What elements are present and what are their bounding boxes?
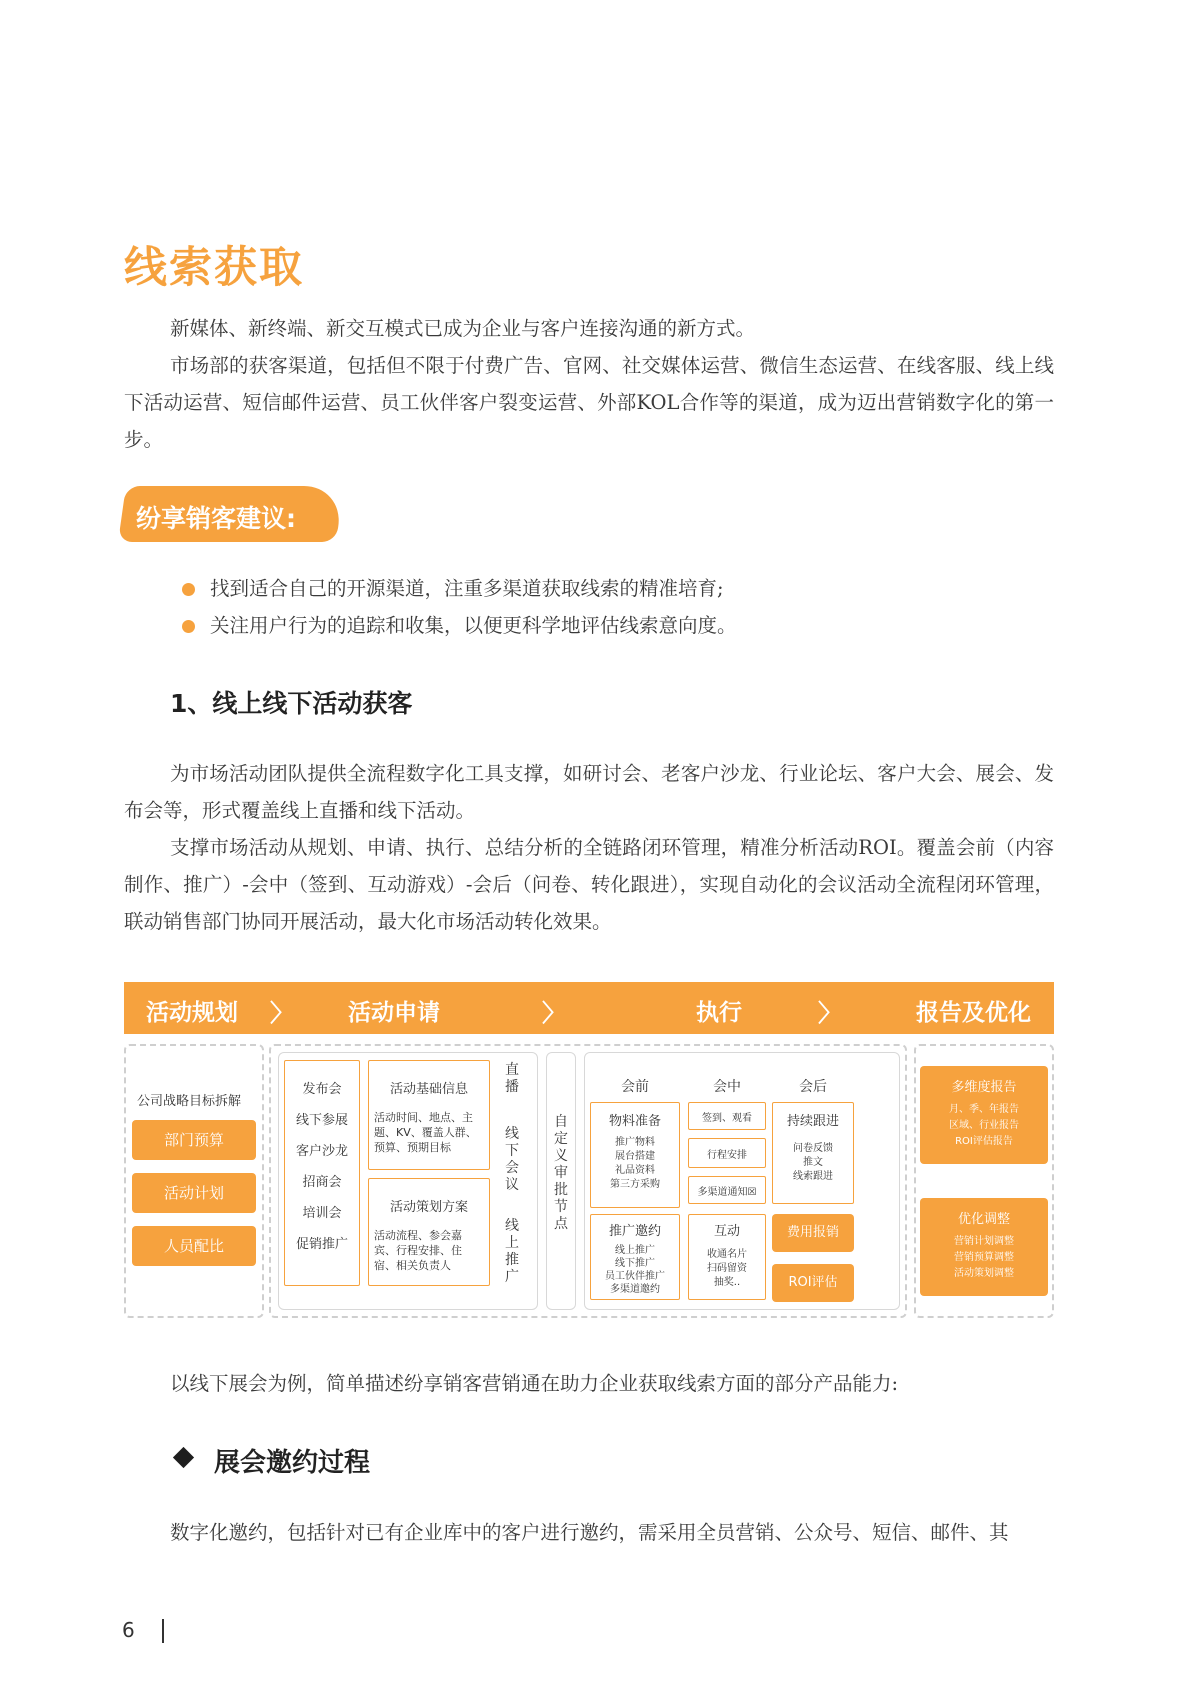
plan-title: 活动策划方案 <box>389 1200 468 1215</box>
material-line: 礼品资料 <box>615 1165 655 1176</box>
interact-line: 抽奖.. <box>713 1277 741 1288</box>
diamond-bullet-icon <box>173 1447 194 1468</box>
invite-line: 员工伙伴推广 <box>605 1271 665 1282</box>
followup-line: 线索跟进 <box>793 1171 833 1182</box>
page-title: 线索获取 <box>124 243 304 293</box>
section-heading: 1、线上线下活动获客 <box>170 689 413 718</box>
chevron-right-icon: 〉 <box>818 999 842 1027</box>
basic-info-line: 题、KV、覆盖人群、 <box>374 1126 477 1139</box>
checkin-label: 签到、观看 <box>702 1113 752 1124</box>
suggestion-list <box>182 570 737 644</box>
notice-label: 多渠道通知☒ <box>697 1187 757 1198</box>
section1-paragraph-1: 为市场活动团队提供全流程数字化工具支撑，如研讨会、老客户沙龙、行业论坛、客户大会、展会、发布会等，形式覆盖线上直播和线下活动。 <box>124 762 1054 822</box>
plan-line: 宾、行程安排、住 <box>374 1244 462 1257</box>
intro-paragraph-1: 新媒体、新终端、新交互模式已成为企业与客户连接沟通的新方式。 <box>170 317 756 340</box>
interact-line: 收通名片 <box>707 1249 747 1260</box>
invite-line: 多渠道邀约 <box>610 1284 660 1295</box>
optimize-title: 优化调整 <box>957 1212 1010 1227</box>
section1-paragraph-2: 支撑市场活动从规划、申请、执行、总结分析的全链路闭环管理，精准分析活动ROI。覆盖会前（内容制作、推广）-会中（签到、互动游戏）-会后（问卷、转化跟进），实现自动化的会议活动全流程闭环管理，联动销售部门协同开展活动，最大化市场活动转化效果。 <box>124 836 1054 933</box>
diagram-header-bar <box>124 982 1054 1034</box>
type-expo: 线下参展 <box>295 1113 348 1128</box>
offline-meeting-label: 线下会议 <box>505 1126 519 1193</box>
type-launch: 发布会 <box>302 1082 342 1097</box>
material-line: 第三方采购 <box>610 1179 660 1190</box>
strategy-label: 公司战略目标拆解 <box>137 1094 242 1109</box>
phase-after: 会后 <box>799 1079 827 1095</box>
multi-report-title: 多维度报告 <box>951 1080 1017 1095</box>
interact-line: 扫码留资 <box>707 1263 747 1274</box>
suggestion-tag: 纷享销客建议: <box>136 504 296 533</box>
activity-plan-box: 活动计划 <box>132 1173 256 1213</box>
interact-title: 互动 <box>713 1224 740 1239</box>
followup-line: 问卷反馈 <box>793 1143 833 1154</box>
material-line: 推广物料 <box>615 1137 655 1148</box>
phase-before: 会前 <box>621 1079 649 1095</box>
material-line: 展台搭建 <box>615 1151 655 1162</box>
stage-application: 活动申请 <box>348 1000 440 1026</box>
expense-box: 费用报销 <box>772 1214 854 1252</box>
basic-info-line: 活动时间、地点、主 <box>374 1111 473 1124</box>
activity-flow-diagram <box>124 982 1054 1318</box>
optimize-line: 营销计划调整 <box>954 1236 1014 1247</box>
example-intro: 以线下展会为例，简单描述纷享销客营销通在助力企业获取线索方面的部分产品能力: <box>170 1372 899 1395</box>
live-label: 直播 <box>505 1062 519 1095</box>
chevron-right-icon: 〉 <box>270 999 294 1027</box>
stage-execution: 执行 <box>696 1000 742 1026</box>
type-training: 培训会 <box>302 1206 342 1221</box>
roi-box: ROI评估 <box>772 1264 854 1302</box>
section2-paragraph-1: 数字化邀约，包括针对已有企业库中的客户进行邀约，需采用全员营销、公众号、短信、邮件、其 <box>170 1521 1009 1544</box>
multi-report-line: 月、季、年报告 <box>949 1104 1019 1115</box>
list-item: 关注用户行为的追踪和收集，以便更科学地评估线索意向度。 <box>182 607 737 644</box>
page-number: 6 <box>122 1618 135 1642</box>
bullet-dot-icon <box>182 620 195 633</box>
page-number-divider <box>162 1619 164 1643</box>
optimize-line: 营销预算调整 <box>954 1252 1014 1263</box>
stage-report: 报告及优化 <box>916 1000 1031 1026</box>
schedule-label: 行程安排 <box>707 1150 747 1161</box>
invite-line: 线下推广 <box>615 1258 655 1269</box>
multi-report-line: 区域、行业报告 <box>949 1120 1019 1131</box>
section-heading-expo: 展会邀约过程 <box>214 1448 371 1478</box>
online-promotion-label: 线上推广 <box>505 1218 519 1285</box>
invite-line: 线上推广 <box>615 1245 655 1256</box>
invite-title: 推广邀约 <box>608 1224 661 1239</box>
basic-info-line: 预算、预期目标 <box>374 1141 451 1154</box>
stage-planning: 活动规划 <box>146 1000 238 1026</box>
followup-title: 持续跟进 <box>786 1114 839 1129</box>
material-title: 物料准备 <box>608 1114 661 1129</box>
bullet-dot-icon <box>182 583 195 596</box>
approval-label: 自定义审批节点 <box>554 1114 568 1232</box>
phase-during: 会中 <box>713 1079 741 1095</box>
basic-info-title: 活动基础信息 <box>389 1082 468 1097</box>
list-item: 找到适合自己的开源渠道，注重多渠道获取线索的精准培育; <box>182 570 737 607</box>
intro-paragraph-2: 市场部的获客渠道，包括但不限于付费广告、官网、社交媒体运营、微信生态运营、在线客服、线上线下活动运营、短信邮件运营、员工伙伴客户裂变运营、外部KOL合作等的渠道，成为迈出营销数字化的第一步。 <box>124 354 1054 451</box>
staffing-box: 人员配比 <box>132 1226 256 1266</box>
multi-report-line: ROI评估报告 <box>955 1136 1013 1147</box>
type-promotion: 促销推广 <box>295 1237 348 1252</box>
plan-line: 宿、相关负责人 <box>374 1259 451 1272</box>
followup-line: 推文 <box>803 1157 823 1168</box>
chevron-right-icon: 〉 <box>542 999 566 1027</box>
dept-budget-box: 部门预算 <box>132 1120 256 1160</box>
optimize-line: 活动策划调整 <box>954 1268 1014 1279</box>
type-salon: 客户沙龙 <box>295 1144 348 1159</box>
plan-line: 活动流程、参会嘉 <box>374 1229 462 1242</box>
type-investment: 招商会 <box>302 1175 342 1190</box>
